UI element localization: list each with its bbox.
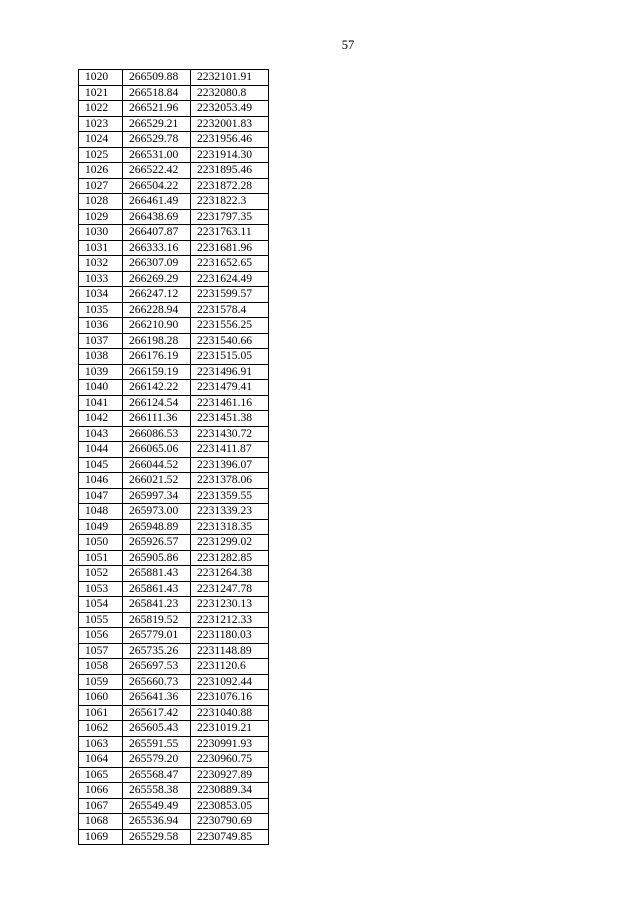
point-number-cell: 1034: [79, 287, 123, 303]
y-coordinate-cell: 2232053.49: [191, 101, 269, 117]
x-coordinate-cell: 265881.43: [123, 566, 191, 582]
table-row: [79, 767, 269, 783]
point-number-cell: 1024: [79, 132, 123, 148]
point-number-cell: 1020: [79, 70, 123, 86]
point-number-cell: 1039: [79, 364, 123, 380]
x-coordinate-cell: 265605.43: [123, 721, 191, 737]
y-coordinate-cell: 2231624.49: [191, 271, 269, 287]
coordinate-table-body: [79, 70, 269, 845]
x-coordinate-cell: 266142.22: [123, 380, 191, 396]
y-coordinate-cell: 2231479.41: [191, 380, 269, 396]
x-coordinate-cell: 265660.73: [123, 674, 191, 690]
point-number-cell: 1044: [79, 442, 123, 458]
y-coordinate-cell: 2231318.35: [191, 519, 269, 535]
table-row: [79, 209, 269, 225]
point-number-cell: 1035: [79, 302, 123, 318]
x-coordinate-cell: 266159.19: [123, 364, 191, 380]
point-number-cell: 1047: [79, 488, 123, 504]
point-number-cell: 1026: [79, 163, 123, 179]
y-coordinate-cell: 2231148.89: [191, 643, 269, 659]
x-coordinate-cell: 265529.58: [123, 829, 191, 845]
x-coordinate-cell: 266522.42: [123, 163, 191, 179]
y-coordinate-cell: 2230991.93: [191, 736, 269, 752]
y-coordinate-cell: 2230927.89: [191, 767, 269, 783]
table-row: [79, 628, 269, 644]
point-number-cell: 1048: [79, 504, 123, 520]
x-coordinate-cell: 266407.87: [123, 225, 191, 241]
table-row: [79, 132, 269, 148]
x-coordinate-cell: 266504.22: [123, 178, 191, 194]
point-number-cell: 1051: [79, 550, 123, 566]
y-coordinate-cell: 2231515.05: [191, 349, 269, 365]
table-row: [79, 721, 269, 737]
point-number-cell: 1056: [79, 628, 123, 644]
point-number-cell: 1045: [79, 457, 123, 473]
x-coordinate-cell: 266247.12: [123, 287, 191, 303]
x-coordinate-cell: 266521.96: [123, 101, 191, 117]
y-coordinate-cell: 2231914.30: [191, 147, 269, 163]
y-coordinate-cell: 2231430.72: [191, 426, 269, 442]
y-coordinate-cell: 2231411.87: [191, 442, 269, 458]
y-coordinate-cell: 2230790.69: [191, 814, 269, 830]
point-number-cell: 1055: [79, 612, 123, 628]
point-number-cell: 1025: [79, 147, 123, 163]
x-coordinate-cell: 266210.90: [123, 318, 191, 334]
x-coordinate-cell: 266461.49: [123, 194, 191, 210]
y-coordinate-cell: 2231496.91: [191, 364, 269, 380]
point-number-cell: 1064: [79, 752, 123, 768]
x-coordinate-cell: 265536.94: [123, 814, 191, 830]
table-row: [79, 395, 269, 411]
point-number-cell: 1052: [79, 566, 123, 582]
table-row: [79, 101, 269, 117]
table-row: [79, 287, 269, 303]
y-coordinate-cell: 2231040.88: [191, 705, 269, 721]
x-coordinate-cell: 266518.84: [123, 85, 191, 101]
x-coordinate-cell: 266529.21: [123, 116, 191, 132]
table-row: [79, 581, 269, 597]
y-coordinate-cell: 2231282.85: [191, 550, 269, 566]
y-coordinate-cell: 2230853.05: [191, 798, 269, 814]
y-coordinate-cell: 2231556.25: [191, 318, 269, 334]
x-coordinate-cell: 266509.88: [123, 70, 191, 86]
point-number-cell: 1027: [79, 178, 123, 194]
table-row: [79, 240, 269, 256]
y-coordinate-cell: 2231247.78: [191, 581, 269, 597]
point-number-cell: 1059: [79, 674, 123, 690]
y-coordinate-cell: 2231797.35: [191, 209, 269, 225]
table-row: [79, 426, 269, 442]
point-number-cell: 1049: [79, 519, 123, 535]
table-row: [79, 690, 269, 706]
y-coordinate-cell: 2231230.13: [191, 597, 269, 613]
table-row: [79, 256, 269, 272]
y-coordinate-cell: 2232001.83: [191, 116, 269, 132]
y-coordinate-cell: 2231578.4: [191, 302, 269, 318]
y-coordinate-cell: 2231359.55: [191, 488, 269, 504]
point-number-cell: 1041: [79, 395, 123, 411]
point-number-cell: 1065: [79, 767, 123, 783]
page-number: 57: [341, 38, 355, 52]
point-number-cell: 1050: [79, 535, 123, 551]
x-coordinate-cell: 266333.16: [123, 240, 191, 256]
table-row: [79, 178, 269, 194]
table-row: [79, 318, 269, 334]
y-coordinate-cell: 2231956.46: [191, 132, 269, 148]
x-coordinate-cell: 266111.36: [123, 411, 191, 427]
x-coordinate-cell: 266176.19: [123, 349, 191, 365]
table-row: [79, 519, 269, 535]
y-coordinate-cell: 2231872.28: [191, 178, 269, 194]
y-coordinate-cell: 2231396.07: [191, 457, 269, 473]
point-number-cell: 1067: [79, 798, 123, 814]
y-coordinate-cell: 2231299.02: [191, 535, 269, 551]
y-coordinate-cell: 2231264.38: [191, 566, 269, 582]
point-number-cell: 1062: [79, 721, 123, 737]
point-number-cell: 1031: [79, 240, 123, 256]
y-coordinate-cell: 2231120.6: [191, 659, 269, 675]
table-row: [79, 829, 269, 845]
y-coordinate-cell: 2231461.16: [191, 395, 269, 411]
x-coordinate-cell: 266529.78: [123, 132, 191, 148]
y-coordinate-cell: 2231092.44: [191, 674, 269, 690]
y-coordinate-cell: 2230889.34: [191, 783, 269, 799]
x-coordinate-cell: 266198.28: [123, 333, 191, 349]
table-row: [79, 271, 269, 287]
point-number-cell: 1053: [79, 581, 123, 597]
table-row: [79, 147, 269, 163]
x-coordinate-cell: 265735.26: [123, 643, 191, 659]
y-coordinate-cell: 2231763.11: [191, 225, 269, 241]
y-coordinate-cell: 2231822.3: [191, 194, 269, 210]
point-number-cell: 1036: [79, 318, 123, 334]
x-coordinate-cell: 265948.89: [123, 519, 191, 535]
table-row: [79, 488, 269, 504]
table-row: [79, 349, 269, 365]
y-coordinate-cell: 2231339.23: [191, 504, 269, 520]
x-coordinate-cell: 265841.23: [123, 597, 191, 613]
table-row: [79, 736, 269, 752]
point-number-cell: 1023: [79, 116, 123, 132]
table-row: [79, 457, 269, 473]
y-coordinate-cell: 2232101.91: [191, 70, 269, 86]
x-coordinate-cell: 266021.52: [123, 473, 191, 489]
x-coordinate-cell: 265819.52: [123, 612, 191, 628]
table-row: [79, 504, 269, 520]
y-coordinate-cell: 2231540.66: [191, 333, 269, 349]
point-number-cell: 1057: [79, 643, 123, 659]
point-number-cell: 1046: [79, 473, 123, 489]
y-coordinate-cell: 2230960.75: [191, 752, 269, 768]
table-row: [79, 380, 269, 396]
x-coordinate-cell: 265591.55: [123, 736, 191, 752]
table-row: [79, 163, 269, 179]
x-coordinate-cell: 265997.34: [123, 488, 191, 504]
table-row: [79, 411, 269, 427]
y-coordinate-cell: 2231652.65: [191, 256, 269, 272]
point-number-cell: 1063: [79, 736, 123, 752]
y-coordinate-cell: 2231895.46: [191, 163, 269, 179]
x-coordinate-cell: 266228.94: [123, 302, 191, 318]
table-row: [79, 116, 269, 132]
y-coordinate-cell: 2230749.85: [191, 829, 269, 845]
x-coordinate-cell: 265905.86: [123, 550, 191, 566]
table-row: [79, 612, 269, 628]
y-coordinate-cell: 2231180.03: [191, 628, 269, 644]
point-number-cell: 1032: [79, 256, 123, 272]
point-number-cell: 1037: [79, 333, 123, 349]
table-row: [79, 85, 269, 101]
table-row: [79, 814, 269, 830]
x-coordinate-cell: 266044.52: [123, 457, 191, 473]
point-number-cell: 1060: [79, 690, 123, 706]
x-coordinate-cell: 266269.29: [123, 271, 191, 287]
x-coordinate-cell: 265697.53: [123, 659, 191, 675]
point-number-cell: 1043: [79, 426, 123, 442]
point-number-cell: 1069: [79, 829, 123, 845]
table-row: [79, 194, 269, 210]
y-coordinate-cell: 2231599.57: [191, 287, 269, 303]
x-coordinate-cell: 265861.43: [123, 581, 191, 597]
point-number-cell: 1058: [79, 659, 123, 675]
x-coordinate-cell: 265641.36: [123, 690, 191, 706]
point-number-cell: 1042: [79, 411, 123, 427]
y-coordinate-cell: 2232080.8: [191, 85, 269, 101]
x-coordinate-cell: 266124.54: [123, 395, 191, 411]
x-coordinate-cell: 266307.09: [123, 256, 191, 272]
table-row: [79, 333, 269, 349]
table-row: [79, 550, 269, 566]
table-row: [79, 798, 269, 814]
y-coordinate-cell: 2231212.33: [191, 612, 269, 628]
point-number-cell: 1040: [79, 380, 123, 396]
table-row: [79, 597, 269, 613]
x-coordinate-cell: 266438.69: [123, 209, 191, 225]
coordinate-table: [78, 69, 269, 845]
point-number-cell: 1038: [79, 349, 123, 365]
x-coordinate-cell: 266086.53: [123, 426, 191, 442]
y-coordinate-cell: 2231681.96: [191, 240, 269, 256]
table-row: [79, 535, 269, 551]
point-number-cell: 1029: [79, 209, 123, 225]
x-coordinate-cell: 265926.57: [123, 535, 191, 551]
table-row: [79, 659, 269, 675]
point-number-cell: 1068: [79, 814, 123, 830]
table-row: [79, 566, 269, 582]
x-coordinate-cell: 265779.01: [123, 628, 191, 644]
x-coordinate-cell: 265568.47: [123, 767, 191, 783]
x-coordinate-cell: 265549.49: [123, 798, 191, 814]
point-number-cell: 1033: [79, 271, 123, 287]
table-row: [79, 783, 269, 799]
x-coordinate-cell: 266065.06: [123, 442, 191, 458]
table-row: [79, 302, 269, 318]
x-coordinate-cell: 265617.42: [123, 705, 191, 721]
y-coordinate-cell: 2231378.06: [191, 473, 269, 489]
table-row: [79, 442, 269, 458]
y-coordinate-cell: 2231451.38: [191, 411, 269, 427]
point-number-cell: 1030: [79, 225, 123, 241]
x-coordinate-cell: 266531.00: [123, 147, 191, 163]
point-number-cell: 1022: [79, 101, 123, 117]
x-coordinate-cell: 265579.20: [123, 752, 191, 768]
table-row: [79, 473, 269, 489]
table-row: [79, 674, 269, 690]
point-number-cell: 1066: [79, 783, 123, 799]
y-coordinate-cell: 2231019.21: [191, 721, 269, 737]
y-coordinate-cell: 2231076.16: [191, 690, 269, 706]
x-coordinate-cell: 265973.00: [123, 504, 191, 520]
point-number-cell: 1028: [79, 194, 123, 210]
table-row: [79, 705, 269, 721]
table-row: [79, 225, 269, 241]
table-row: [79, 70, 269, 86]
point-number-cell: 1021: [79, 85, 123, 101]
table-row: [79, 643, 269, 659]
table-row: [79, 752, 269, 768]
point-number-cell: 1054: [79, 597, 123, 613]
point-number-cell: 1061: [79, 705, 123, 721]
x-coordinate-cell: 265558.38: [123, 783, 191, 799]
table-row: [79, 364, 269, 380]
